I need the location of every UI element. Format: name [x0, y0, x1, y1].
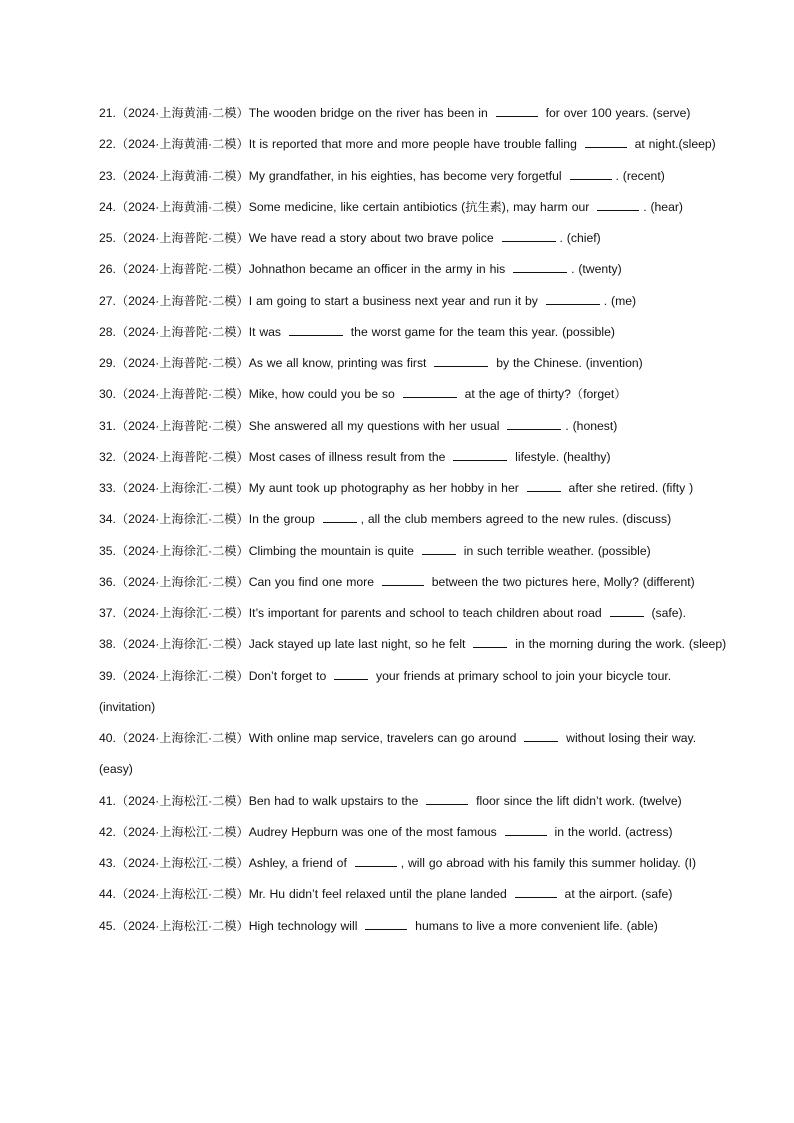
- question-text-before: It was: [248, 324, 285, 339]
- question-number: 22.: [99, 137, 116, 152]
- question-item: [99, 817, 730, 848]
- answer-blank[interactable]: [507, 419, 561, 430]
- question-source: （2024·上海徐汇·二模）: [115, 574, 249, 589]
- question-text-after: at the age of thirty?（forget）: [460, 387, 627, 402]
- question-source: （2024·上海松江·二模）: [115, 887, 249, 902]
- question-text-before: Ashley, a friend of: [248, 856, 351, 870]
- question-text-before: She answered all my questions with her usual: [248, 418, 504, 433]
- question-text-after: . (recent): [615, 168, 665, 183]
- question-text-before: The wooden bridge on the river has been in: [248, 106, 492, 120]
- question-number: 43.: [99, 856, 116, 870]
- question-text-after: . (me): [603, 293, 637, 308]
- question-number: 30.: [99, 387, 116, 402]
- question-number: 35.: [99, 543, 116, 558]
- question-source: （2024·上海黄浦·二模）: [115, 199, 249, 214]
- question-text-after: after she retired. (fifty ): [564, 481, 694, 495]
- question-source: （2024·上海徐汇·二模）: [115, 606, 249, 620]
- question-text-before: Can you find one more: [248, 574, 378, 589]
- question-item: [99, 473, 730, 504]
- question-text-before: I am going to start a business next year and run it by: [248, 293, 542, 308]
- question-text-before: Jack stayed up late last night, so he felt: [248, 637, 470, 652]
- question-source: （2024·上海普陀·二模）: [115, 324, 249, 339]
- question-source: （2024·上海普陀·二模）: [115, 449, 249, 464]
- question-source: （2024·上海普陀·二模）: [115, 262, 249, 277]
- question-item: [99, 161, 730, 192]
- question-source: （2024·上海徐汇·二模）: [115, 481, 249, 495]
- question-text-after: , will go abroad with his family this summer holiday. (I): [400, 856, 697, 870]
- answer-blank[interactable]: [524, 731, 558, 742]
- answer-blank[interactable]: [502, 231, 556, 242]
- answer-blank[interactable]: [513, 262, 567, 273]
- question-item: [99, 129, 730, 160]
- question-source: （2024·上海徐汇·二模）: [115, 731, 249, 745]
- question-text-after: between the two pictures here, Molly? (different): [427, 574, 695, 589]
- question-item: [99, 723, 730, 786]
- question-text-after: your friends at primary school to join your bicycle tour. (invitation): [99, 668, 672, 714]
- question-text-before: It is reported that more and more people have trouble falling: [248, 137, 581, 152]
- question-text-before: My grandfather, in his eighties, has become very forgetful: [248, 168, 566, 183]
- question-number: 45.: [99, 918, 116, 933]
- question-source: （2024·上海普陀·二模）: [115, 418, 249, 433]
- question-source: （2024·上海黄浦·二模）: [115, 106, 249, 120]
- question-text-after: floor since the lift didn’t work. (twelve): [472, 793, 682, 808]
- question-text-after: , all the club members agreed to the new rules. (discuss): [360, 512, 672, 527]
- question-item: [99, 98, 730, 129]
- question-text-after: (safe).: [647, 606, 687, 620]
- question-source: （2024·上海徐汇·二模）: [115, 668, 249, 683]
- question-item: [99, 911, 730, 942]
- question-text-before: My aunt took up photography as her hobby in her: [248, 481, 523, 495]
- answer-blank[interactable]: [426, 794, 468, 805]
- question-item: [99, 661, 730, 724]
- question-number: 38.: [99, 637, 116, 652]
- question-number: 39.: [99, 668, 116, 683]
- question-text-before: Don’t forget to: [248, 668, 331, 683]
- question-text-before: Most cases of illness result from the: [248, 449, 450, 464]
- question-number: 40.: [99, 731, 116, 745]
- question-source: （2024·上海松江·二模）: [115, 793, 249, 808]
- question-source: （2024·上海黄浦·二模）: [115, 137, 249, 152]
- question-number: 33.: [99, 481, 116, 495]
- question-item: [99, 442, 730, 473]
- question-source: （2024·上海黄浦·二模）: [115, 168, 249, 183]
- question-text-before: In the group: [248, 512, 319, 527]
- answer-blank[interactable]: [334, 669, 368, 680]
- answer-blank[interactable]: [527, 481, 561, 492]
- question-text-after: without losing their way. (easy): [99, 731, 697, 777]
- question-number: 21.: [99, 106, 116, 120]
- answer-blank[interactable]: [422, 544, 456, 555]
- question-text-after: for over 100 years. (serve): [541, 106, 691, 120]
- question-text-after: at the airport. (safe): [560, 887, 673, 902]
- question-source: （2024·上海徐汇·二模）: [115, 512, 249, 527]
- question-text-before: As we all know, printing was first: [248, 356, 431, 370]
- question-item: [99, 317, 730, 348]
- question-item: [99, 379, 730, 410]
- answer-blank[interactable]: [365, 919, 407, 930]
- question-text-before: Mr. Hu didn’t feel relaxed until the plane landed: [248, 887, 511, 902]
- question-source: （2024·上海普陀·二模）: [115, 387, 249, 402]
- question-source: （2024·上海普陀·二模）: [115, 231, 249, 245]
- answer-blank[interactable]: [403, 387, 457, 398]
- question-text-after: . (honest): [565, 418, 618, 433]
- answer-blank[interactable]: [505, 825, 547, 836]
- question-number: 36.: [99, 574, 116, 589]
- question-source: （2024·上海普陀·二模）: [115, 293, 249, 308]
- question-item: [99, 879, 730, 910]
- question-text-after: . (hear): [643, 199, 683, 214]
- question-text-after: . (twenty): [571, 262, 622, 277]
- question-item: [99, 254, 730, 285]
- question-source: （2024·上海徐汇·二模）: [115, 637, 249, 652]
- question-item: [99, 286, 730, 317]
- question-text-after: lifestyle. (healthy): [511, 449, 611, 464]
- question-text-after: humans to live a more convenient life. (able): [411, 918, 658, 933]
- answer-blank[interactable]: [453, 450, 507, 461]
- question-text-after: by the Chinese. (invention): [492, 356, 643, 370]
- question-text-before: We have read a story about two brave police: [248, 231, 498, 245]
- question-number: 26.: [99, 262, 116, 277]
- question-number: 24.: [99, 199, 116, 214]
- question-text-after: the worst game for the team this year. (possible): [346, 324, 615, 339]
- answer-blank[interactable]: [585, 137, 627, 148]
- question-item: [99, 629, 730, 660]
- question-text-after: . (chief): [559, 231, 601, 245]
- question-text-before: Johnathon became an officer in the army in his: [248, 262, 510, 277]
- question-text-before: Audrey Hepburn was one of the most famous: [248, 824, 501, 839]
- answer-blank[interactable]: [473, 637, 507, 648]
- answer-blank[interactable]: [610, 606, 644, 617]
- question-text-after: in such terrible weather. (possible): [459, 543, 651, 558]
- question-source: （2024·上海松江·二模）: [115, 824, 249, 839]
- question-number: 42.: [99, 824, 116, 839]
- question-text-before: With online map service, travelers can go around: [248, 731, 521, 745]
- question-number: 37.: [99, 606, 116, 620]
- answer-blank[interactable]: [496, 106, 538, 117]
- answer-blank[interactable]: [434, 356, 488, 367]
- question-item: [99, 848, 730, 879]
- question-text-before: Mike, how could you be so: [248, 387, 399, 402]
- question-number: 27.: [99, 293, 116, 308]
- question-number: 32.: [99, 449, 116, 464]
- question-list: [99, 98, 730, 942]
- question-item: [99, 348, 730, 379]
- question-source: （2024·上海徐汇·二模）: [115, 543, 249, 558]
- question-number: 25.: [99, 231, 116, 245]
- answer-blank[interactable]: [546, 294, 600, 305]
- question-text-before: High technology will: [248, 918, 362, 933]
- question-number: 44.: [99, 887, 116, 902]
- question-text-before: Some medicine, like certain antibiotics (抗生素), may harm our: [248, 199, 594, 214]
- question-item: [99, 598, 730, 629]
- question-number: 28.: [99, 324, 116, 339]
- question-text-after: in the world. (actress): [550, 824, 673, 839]
- answer-blank[interactable]: [515, 887, 557, 898]
- question-number: 34.: [99, 512, 116, 527]
- question-text-before: Ben had to walk upstairs to the: [248, 793, 423, 808]
- question-item: [99, 786, 730, 817]
- question-source: （2024·上海松江·二模）: [115, 918, 249, 933]
- answer-blank[interactable]: [570, 169, 612, 180]
- question-item: [99, 223, 730, 254]
- question-item: [99, 504, 730, 535]
- question-text-before: Climbing the mountain is quite: [248, 543, 418, 558]
- question-text-before: It’s important for parents and school to teach children about road: [248, 606, 606, 620]
- answer-blank[interactable]: [597, 200, 639, 211]
- answer-blank[interactable]: [289, 325, 343, 336]
- question-item: [99, 411, 730, 442]
- question-item: [99, 567, 730, 598]
- question-text-after: in the morning during the work. (sleep): [511, 637, 727, 652]
- question-number: 23.: [99, 168, 116, 183]
- question-item: [99, 536, 730, 567]
- answer-blank[interactable]: [323, 512, 357, 523]
- question-number: 29.: [99, 356, 116, 370]
- answer-blank[interactable]: [355, 856, 397, 867]
- question-source: （2024·上海普陀·二模）: [115, 356, 249, 370]
- question-source: （2024·上海松江·二模）: [115, 856, 249, 870]
- question-item: [99, 192, 730, 223]
- question-text-after: at night.(sleep): [630, 137, 716, 152]
- answer-blank[interactable]: [382, 575, 424, 586]
- question-number: 31.: [99, 418, 116, 433]
- question-number: 41.: [99, 793, 116, 808]
